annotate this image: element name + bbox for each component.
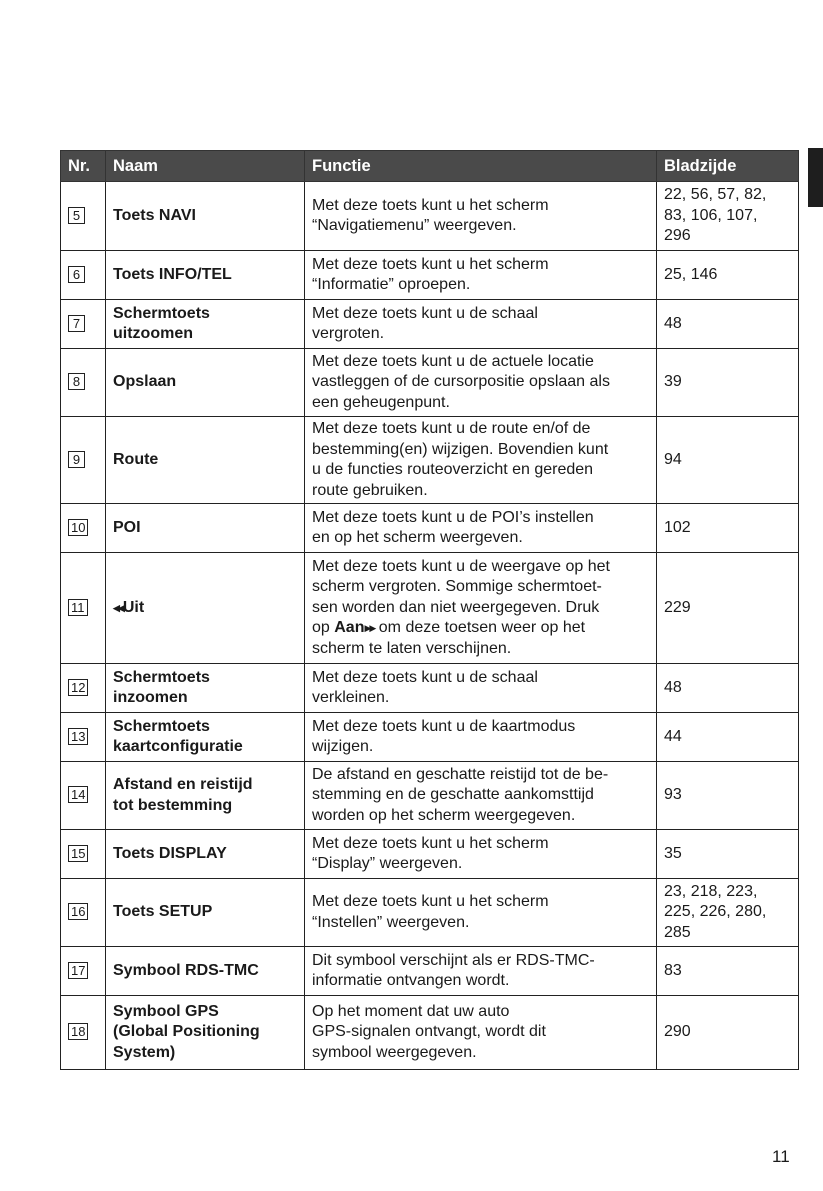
naam-text: Route	[113, 450, 159, 468]
naam-cell	[106, 713, 305, 762]
naam-text: Toets SETUP	[113, 903, 213, 921]
aan-button-label: Aan	[334, 619, 365, 637]
nr-badge: 10	[68, 519, 88, 536]
bladzijde-cell: 48	[657, 664, 799, 713]
nr-badge: 12	[68, 679, 88, 696]
bladzijde-cell: 44	[657, 713, 799, 762]
functie-cell: Met deze toets kunt u het scherm “Display” weergeven.	[305, 830, 657, 879]
nr-badge: 8	[68, 373, 85, 390]
bladzijde-cell: 23, 218, 223, 225, 226, 280, 285	[657, 879, 799, 947]
naam-text: Schermtoets uitzoomen	[113, 304, 210, 342]
naam-cell	[106, 996, 305, 1070]
naam-cell	[106, 251, 305, 300]
naam-text: Symbool RDS-TMC	[113, 961, 259, 979]
table-row	[61, 762, 799, 830]
functie-cell: Met deze toets kunt u het scherm “Instellen” weergeven.	[305, 879, 657, 947]
bladzijde-cell: 102	[657, 504, 799, 553]
naam-text: Schermtoets inzoomen	[113, 668, 210, 706]
naam-text: Opslaan	[113, 373, 177, 391]
nr-badge: 9	[68, 451, 85, 468]
table-row	[61, 182, 799, 251]
forward-arrows-icon: ▶▶	[364, 623, 375, 634]
naam-cell	[106, 664, 305, 713]
bladzijde-cell: 83	[657, 947, 799, 996]
table-row	[61, 504, 799, 553]
naam-cell	[106, 830, 305, 879]
naam-text: Toets NAVI	[113, 206, 196, 224]
naam-text: Symbool GPS (Global Positioning System)	[113, 1002, 260, 1061]
table-row	[61, 830, 799, 879]
bladzijde-cell: 94	[657, 417, 799, 504]
section-tab-marker	[808, 148, 823, 207]
functie-cell: Met deze toets kunt u de actuele locatie vastleggen of de cursorpositie opslaan als een geheugenpunt.	[305, 349, 657, 417]
functie-cell: Met deze toets kunt u de schaal vergroten.	[305, 300, 657, 349]
naam-cell	[106, 762, 305, 830]
table-row	[61, 300, 799, 349]
nr-cell	[61, 830, 106, 879]
naam-cell	[106, 879, 305, 947]
naam-text: POI	[113, 518, 141, 536]
button-reference-table	[60, 150, 799, 1070]
nr-badge: 11	[68, 599, 88, 616]
bladzijde-cell: 39	[657, 349, 799, 417]
naam-cell	[106, 947, 305, 996]
naam-cell	[106, 182, 305, 251]
bladzijde-cell: 22, 56, 57, 82, 83, 106, 107, 296	[657, 182, 799, 251]
table-row	[61, 996, 799, 1070]
naam-text: Uit	[122, 598, 145, 616]
table-row	[61, 553, 799, 664]
naam-cell	[106, 504, 305, 553]
naam-text: Schermtoets kaartconfiguratie	[113, 717, 243, 755]
functie-cell: Met deze toets kunt u de schaal verkleinen.	[305, 664, 657, 713]
bladzijde-cell: 229	[657, 553, 799, 664]
header-bladzijde: Bladzijde	[657, 151, 799, 182]
nr-badge: 7	[68, 315, 85, 332]
table-row	[61, 947, 799, 996]
naam-text: Toets DISPLAY	[113, 844, 227, 862]
functie-text: om deze toetsen weer op het scherm te laten verschijnen.	[312, 619, 586, 657]
bladzijde-cell: 35	[657, 830, 799, 879]
nr-cell	[61, 553, 106, 664]
nr-cell	[61, 251, 106, 300]
nr-cell	[61, 417, 106, 504]
table-row	[61, 349, 799, 417]
naam-text: Afstand en reistijd tot bestemming	[113, 776, 253, 814]
functie-cell: Met deze toets kunt u de route en/of de bestemming(en) wijzigen. Bovendien kunt u de functies routeoverzicht en gereden route gebruiken.	[305, 417, 657, 504]
nr-cell	[61, 996, 106, 1070]
bladzijde-cell: 93	[657, 762, 799, 830]
table-row	[61, 664, 799, 713]
naam-cell	[106, 300, 305, 349]
functie-cell: Dit symbool verschijnt als er RDS-TMC- informatie ontvangen wordt.	[305, 947, 657, 996]
nr-badge: 14	[68, 786, 88, 803]
nr-cell	[61, 879, 106, 947]
nr-cell	[61, 713, 106, 762]
bladzijde-cell: 290	[657, 996, 799, 1070]
table-row	[61, 713, 799, 762]
naam-cell	[106, 417, 305, 504]
header-naam: Naam	[106, 151, 305, 182]
functie-cell: Met deze toets kunt u het scherm “Informatie” oproepen.	[305, 251, 657, 300]
nr-badge: 15	[68, 845, 88, 862]
functie-cell: Op het moment dat uw auto GPS-signalen ontvangt, wordt dit symbool weergegeven.	[305, 996, 657, 1070]
header-nr: Nr.	[61, 151, 106, 182]
nr-cell	[61, 947, 106, 996]
functie-cell: Met deze toets kunt u de POI’s instellen en op het scherm weergeven.	[305, 504, 657, 553]
nr-cell	[61, 300, 106, 349]
nr-cell	[61, 504, 106, 553]
nr-cell	[61, 349, 106, 417]
functie-cell: Met deze toets kunt u het scherm “Navigatiemenu” weergeven.	[305, 182, 657, 251]
back-arrows-icon: ◀◀	[113, 602, 123, 613]
nr-badge: 5	[68, 207, 85, 224]
table-row	[61, 879, 799, 947]
naam-text: Toets INFO/TEL	[113, 265, 232, 283]
nr-cell	[61, 762, 106, 830]
functie-cell: De afstand en geschatte reistijd tot de be- stemming en de geschatte aankomsttijd worden op het scherm weergegeven.	[305, 762, 657, 830]
naam-cell	[106, 553, 305, 664]
naam-cell	[106, 349, 305, 417]
table-header-row	[61, 151, 799, 182]
bladzijde-cell: 48	[657, 300, 799, 349]
functie-cell	[305, 553, 657, 664]
nr-badge: 16	[68, 903, 88, 920]
nr-cell	[61, 182, 106, 251]
page-number: 11	[772, 1147, 790, 1166]
functie-cell: Met deze toets kunt u de kaartmodus wijzigen.	[305, 713, 657, 762]
table-row	[61, 417, 799, 504]
table-row	[61, 251, 799, 300]
nr-badge: 13	[68, 728, 88, 745]
bladzijde-cell: 25, 146	[657, 251, 799, 300]
nr-badge: 17	[68, 962, 88, 979]
nr-badge: 18	[68, 1023, 88, 1040]
header-functie: Functie	[305, 151, 657, 182]
functie-text: Met deze toets kunt u de weergave op het scherm vergroten. Sommige schermtoet- sen worden dan niet weergegeven. Druk op	[312, 557, 610, 637]
nr-badge: 6	[68, 266, 85, 283]
nr-cell	[61, 664, 106, 713]
